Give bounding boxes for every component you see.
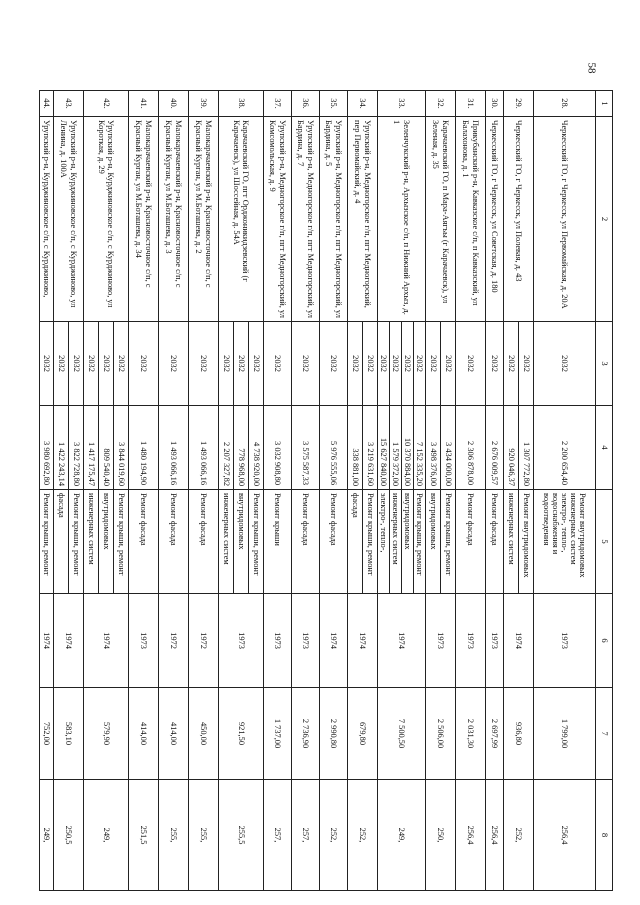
area-cell: 1 799,00	[534, 688, 596, 780]
work-type-cell: Ремонт фасада	[320, 490, 348, 594]
built-year-cell: 1974	[320, 594, 348, 688]
row-number-cell: 41.	[129, 91, 159, 117]
cost-cell: 1 307 772,80	[519, 406, 534, 490]
year-cell: 2032	[320, 322, 348, 406]
work-type-cell: Ремонт фасада	[159, 490, 189, 594]
year-cell: 2032	[234, 322, 249, 406]
limit-cell: 257,	[264, 780, 292, 891]
address-cell: Урупский р-н, Медногорское г/п, пгт Медногорский, ул Комсомольская, д. 9	[264, 117, 292, 322]
row-number-cell: 40.	[159, 91, 189, 117]
limit-cell: 251,5	[129, 780, 159, 891]
address-cell: Урупский р-н, Медногорское г/п, пгт Медногорский, пер Первомайский, д. 4	[348, 117, 378, 322]
limit-cell: 250,5	[54, 780, 84, 891]
address-cell: Урупский р-н, Медногорское г/п, пгт Медногорский, ул Бардина, д. 7	[292, 117, 320, 322]
cost-cell: 920 046,37	[504, 406, 519, 490]
area-cell: 2 990,80	[320, 688, 348, 780]
work-type-cell: Ремонт фасада	[486, 490, 504, 594]
year-cell: 2032	[348, 322, 363, 406]
header-cell: 7	[596, 688, 613, 780]
year-cell: 2032	[402, 322, 414, 406]
table-row	[519, 91, 534, 891]
cost-cell: 338 881,00	[348, 406, 363, 490]
row-number-cell: 38.	[219, 91, 264, 117]
cost-cell: 1 493 066,16	[159, 406, 189, 490]
row-number-cell: 43.	[54, 91, 84, 117]
cost-cell: 2 306 878,00	[456, 406, 486, 490]
table-row	[292, 91, 320, 891]
cost-cell: 1 480 194,90	[129, 406, 159, 490]
year-cell: 2032	[159, 322, 189, 406]
work-type-cell: Ремонт крыши	[264, 490, 292, 594]
cost-cell: 778 968,00	[234, 406, 249, 490]
row-number-cell: 32.	[426, 91, 456, 117]
limit-cell: 255,	[189, 780, 219, 891]
cost-cell: 3 980 692,80	[40, 406, 54, 490]
year-cell: 2032	[189, 322, 219, 406]
cost-cell: 15 627 840,00	[378, 406, 390, 490]
limit-cell: 252,	[504, 780, 534, 891]
row-number-cell: 33.	[378, 91, 426, 117]
row-number-cell: 30.	[486, 91, 504, 117]
area-cell: 752,00	[40, 688, 54, 780]
work-type-cell: Ремонт крыши, ремонт	[414, 490, 426, 594]
header-cell: 4	[596, 406, 613, 490]
limit-cell: 257,	[292, 780, 320, 891]
table-row	[249, 91, 264, 891]
area-cell: 921,50	[219, 688, 264, 780]
limit-cell: 255,5	[219, 780, 264, 891]
cost-cell: 3 822 728,80	[69, 406, 84, 490]
cost-cell: 3 498 376,00	[426, 406, 441, 490]
address-cell: Прикубанский р-н, Кавказское с/п, п Кавказский, ул Балахонова, д. 1	[456, 117, 486, 322]
table-row	[129, 91, 159, 891]
year-cell: 2032	[84, 322, 99, 406]
limit-cell: 252,	[320, 780, 348, 891]
rotated-page-area	[42, 90, 613, 874]
cost-cell: 3 219 631,60	[363, 406, 378, 490]
address-cell: Карачаевский ГО, п Мара-Аягъы (г Карачаевск), ул Зеленая, д. 35	[426, 117, 456, 322]
built-year-cell: 1973	[129, 594, 159, 688]
work-type-cell: электро-, тепло-,	[378, 490, 390, 594]
area-cell: 414,00	[129, 688, 159, 780]
address-cell: Малокарачаевский р-н, Красновосточное с/п, с Красный Курган, ул М.Боташева, д. 34	[129, 117, 159, 322]
address-cell: Черкесский ГО, г Черкесск, ул Первомайская, д. 20А	[534, 117, 596, 322]
year-cell: 2032	[249, 322, 264, 406]
header-cell: 8	[596, 780, 613, 891]
cost-cell: 1 422 243,14	[54, 406, 69, 490]
address-cell: Черкесский ГО, г Черкесск, ул Советская, д. 180	[486, 117, 504, 322]
area-cell: 414,00	[159, 688, 189, 780]
built-year-cell: 1974	[348, 594, 378, 688]
work-type-cell: фасада	[54, 490, 69, 594]
repair-program-table	[39, 90, 613, 891]
work-type-cell: инженерных систем	[84, 490, 99, 594]
table-row	[441, 91, 456, 891]
table-row	[159, 91, 189, 891]
year-cell: 2032	[441, 322, 456, 406]
address-cell: Урупский р-н, Курджиновское с/п, с Курджиново,	[40, 117, 54, 322]
row-number-cell: 39.	[189, 91, 219, 117]
table-row	[320, 91, 348, 891]
column-number-row	[596, 91, 613, 891]
work-type-cell: Ремонт крыши, ремонт	[69, 490, 84, 594]
row-number-cell: 35.	[320, 91, 348, 117]
cost-cell: 3 032 908,80	[264, 406, 292, 490]
page-number: 58	[585, 62, 598, 74]
cost-cell: 5 976 555,06	[320, 406, 348, 490]
year-cell: 2032	[99, 322, 114, 406]
work-type-cell: инженерных систем	[390, 490, 402, 594]
limit-cell: 249,	[84, 780, 129, 891]
year-cell: 2032	[390, 322, 402, 406]
built-year-cell: 1973	[456, 594, 486, 688]
cost-cell: 10 370 884,00	[402, 406, 414, 490]
area-cell: 450,00	[189, 688, 219, 780]
built-year-cell: 1973	[534, 594, 596, 688]
table-wrapper	[42, 90, 613, 874]
header-cell: 2	[596, 117, 613, 322]
limit-cell: 252,	[348, 780, 378, 891]
work-type-cell: инженерных систем	[504, 490, 519, 594]
row-number-cell: 36.	[292, 91, 320, 117]
year-cell: 2032	[456, 322, 486, 406]
limit-cell: 249,	[40, 780, 54, 891]
work-type-cell: Ремонт фасада	[129, 490, 159, 594]
year-cell: 2032	[219, 322, 234, 406]
table-row	[363, 91, 378, 891]
cost-cell: 2 200 654,40	[534, 406, 596, 490]
address-cell: Урупский р-н, Медногорское г/п, пгт Медногорский, ул Бардина, д. 5	[320, 117, 348, 322]
built-year-cell: 1973	[264, 594, 292, 688]
header-cell: 1	[596, 91, 613, 117]
work-type-cell: Ремонт крыши, ремонт	[114, 490, 129, 594]
limit-cell: 255,	[159, 780, 189, 891]
address-cell: Черкесский ГО, г Черкесск, ул Полевая, д. 43	[504, 117, 534, 322]
cost-cell: 7 152 335,20	[414, 406, 426, 490]
row-number-cell: 44.	[40, 91, 54, 117]
built-year-cell: 1972	[189, 594, 219, 688]
limit-cell: 256,4	[456, 780, 486, 891]
address-cell: Урупский р-н, Курджиновское с/п, с Курджиново, ул Короткая, д. 29	[84, 117, 129, 322]
limit-cell: 250,	[426, 780, 456, 891]
area-cell: 2 506,00	[426, 688, 456, 780]
work-type-cell: Ремонт фасада	[456, 490, 486, 594]
built-year-cell: 1974	[54, 594, 84, 688]
built-year-cell: 1973	[486, 594, 504, 688]
work-type-cell: Ремонт внутридомовых инженерных систем электро-, тепло-, водоснабжения и водоотведения	[534, 490, 596, 594]
cost-cell: 4 738 920,00	[249, 406, 264, 490]
built-year-cell: 1972	[159, 594, 189, 688]
area-cell: 679,80	[348, 688, 378, 780]
year-cell: 2032	[426, 322, 441, 406]
work-type-cell: внутридомовых	[426, 490, 441, 594]
table-row	[189, 91, 219, 891]
table-row	[264, 91, 292, 891]
year-cell: 2032	[534, 322, 596, 406]
cost-cell: 2 207 327,82	[219, 406, 234, 490]
cost-cell: 3 575 587,33	[292, 406, 320, 490]
year-cell: 2032	[378, 322, 390, 406]
work-type-cell: фасада	[348, 490, 363, 594]
work-type-cell: внутридомовых	[234, 490, 249, 594]
built-year-cell: 1973	[292, 594, 320, 688]
header-cell: 3	[596, 322, 613, 406]
area-cell: 583,10	[54, 688, 84, 780]
year-cell: 2032	[292, 322, 320, 406]
table-row	[534, 91, 596, 891]
address-cell: Урупский р-н, Курджиновское с/п, с Курджиново, ул Ленина, д. 100А	[54, 117, 84, 322]
work-type-cell: Ремонт крыши, ремонт	[40, 490, 54, 594]
year-cell: 2032	[414, 322, 426, 406]
cost-cell: 1 493 066,16	[189, 406, 219, 490]
header-cell: 5	[596, 490, 613, 594]
address-cell: Малокарачаевский р-н, Красновосточное с/п, с Красный Курган, ул М.Боташева, д. 3	[159, 117, 189, 322]
year-cell: 2032	[264, 322, 292, 406]
header-cell: 6	[596, 594, 613, 688]
area-cell: 2 736,90	[292, 688, 320, 780]
cost-cell: 2 676 009,57	[486, 406, 504, 490]
table-row	[414, 91, 426, 891]
limit-cell: 256,4	[534, 780, 596, 891]
address-cell: Зеленчукский р-н, Архызское с/п, п Нижний Архыз, д. 1	[378, 117, 426, 322]
year-cell: 2032	[54, 322, 69, 406]
row-number-cell: 31.	[456, 91, 486, 117]
limit-cell: 249,	[378, 780, 426, 891]
built-year-cell: 1973	[219, 594, 264, 688]
area-cell: 936,80	[504, 688, 534, 780]
row-number-cell: 42.	[84, 91, 129, 117]
row-number-cell: 28.	[534, 91, 596, 117]
table-row	[486, 91, 504, 891]
work-type-cell: Ремонт фасада	[292, 490, 320, 594]
year-cell: 2032	[486, 322, 504, 406]
year-cell: 2032	[114, 322, 129, 406]
cost-cell: 809 540,40	[99, 406, 114, 490]
cost-cell: 3 434 000,00	[441, 406, 456, 490]
work-type-cell: Ремонт крыши, ремонт	[441, 490, 456, 594]
built-year-cell: 1974	[378, 594, 426, 688]
built-year-cell: 1974	[84, 594, 129, 688]
work-type-cell: Ремонт крыши, ремонт	[363, 490, 378, 594]
cost-cell: 1 579 372,00	[390, 406, 402, 490]
built-year-cell: 1974	[504, 594, 534, 688]
row-number-cell: 34.	[348, 91, 378, 117]
area-cell: 1 737,00	[264, 688, 292, 780]
table-row	[114, 91, 129, 891]
row-number-cell: 29.	[504, 91, 534, 117]
year-cell: 2032	[40, 322, 54, 406]
table-row	[456, 91, 486, 891]
table-row	[40, 91, 54, 891]
work-type-cell: инженерных систем	[219, 490, 234, 594]
year-cell: 2032	[519, 322, 534, 406]
cost-cell: 1 417 175,47	[84, 406, 99, 490]
work-type-cell: Ремонт фасада	[189, 490, 219, 594]
built-year-cell: 1974	[40, 594, 54, 688]
table-body	[40, 91, 613, 891]
address-cell: Карачаевский ГО, пгт Орджоникидзевский (г Карачаевск), ул Шоссейная, д. 54А	[219, 117, 264, 322]
work-type-cell: Ремонт крыши, ремонт	[249, 490, 264, 594]
table-row	[69, 91, 84, 891]
address-cell: Малокарачаевский р-н, Красновосточное с/п, с Красный Курган, ул М.Боташева, д. 2	[189, 117, 219, 322]
work-type-cell: внутридомовых	[402, 490, 414, 594]
year-cell: 2032	[504, 322, 519, 406]
row-number-cell: 37.	[264, 91, 292, 117]
area-cell: 2 031,30	[456, 688, 486, 780]
work-type-cell: внутридомовых	[99, 490, 114, 594]
year-cell: 2032	[363, 322, 378, 406]
cost-cell: 3 844 019,60	[114, 406, 129, 490]
work-type-cell: Ремонт внутридомовых	[519, 490, 534, 594]
built-year-cell: 1973	[426, 594, 456, 688]
year-cell: 2032	[69, 322, 84, 406]
area-cell: 7 500,50	[378, 688, 426, 780]
limit-cell: 256,4	[486, 780, 504, 891]
year-cell: 2032	[129, 322, 159, 406]
area-cell: 2 697,99	[486, 688, 504, 780]
area-cell: 579,90	[84, 688, 129, 780]
